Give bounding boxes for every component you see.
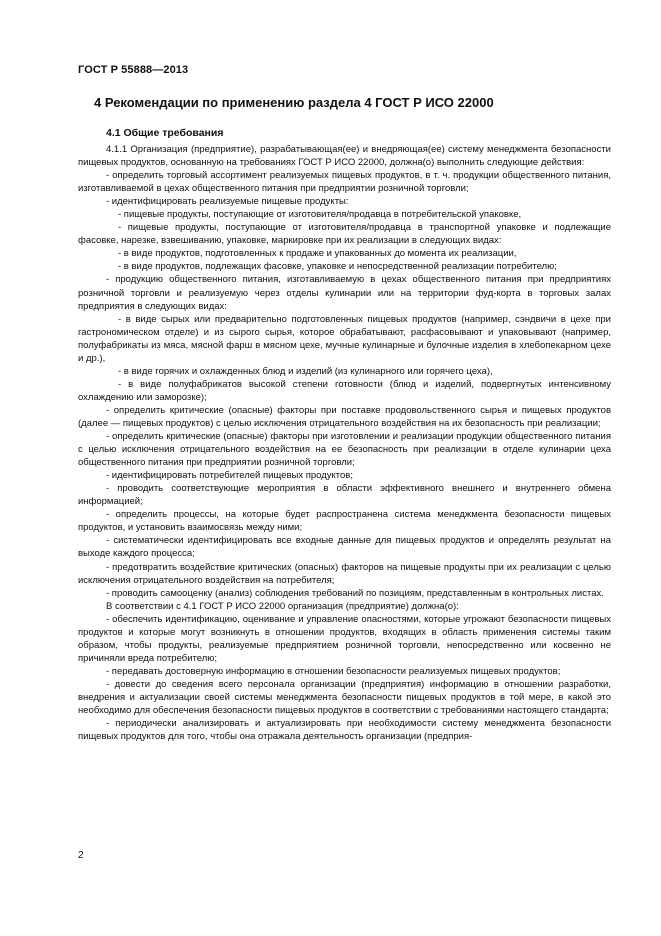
list-item: - довести до сведения всего персонала организации (предприятия) информацию в отношении разработки, внедрения и актуализации своей системы менеджмента безопасности пищевых продуктов в той мере, в какой это необходимо для обеспечения безопасности пищевых продуктов в соответствии с требованиями настоящего стандарта;: [78, 678, 611, 717]
list-item: - проводить соответствующие мероприятия в области эффективного внешнего и внутреннего обмена информацией;: [78, 483, 611, 508]
page-number: 2: [78, 850, 84, 861]
paragraph: В соответствии с 4.1 ГОСТ Р ИСО 22000 организация (предприятие) должна(о):: [106, 600, 459, 612]
sub-list-item: - в виде полуфабрикатов высокой степени готовности (блюд и изделий, подвергнутых интенсивному охлаждению или заморозке);: [78, 378, 611, 403]
sub-list-item: - в виде сырых или предварительно подготовленных пищевых продуктов (например, сэндвичи в цехе при гастрономическом отделе) и из сырого сырья, которое обрабатывают, расфасовывают и упаковывают (например, полуфабрикаты из мяса, мясной фарш в мясном цехе, мучные кулинарные и булочные изделия в хлебопекарном цехе и др.),: [78, 313, 611, 364]
list-item: - систематически идентифицировать все входные данные для пищевых продуктов и определять результат на выходе каждого процесса;: [78, 535, 611, 560]
subsection-title: 4.1 Общие требования: [106, 127, 224, 139]
list-item: - определить критические (опасные) факторы при изготовлении и реализации продукции общественного питания с целью исключения отрицательного воздействия на ее безопасность при реализации в отделе кулинарии цеха общественного питания при предприятии розничной торговли;: [78, 431, 611, 469]
section-title: 4 Рекомендации по применению раздела 4 ГОСТ Р ИСО 22000: [94, 95, 494, 110]
list-item: - определить процессы, на которые будет распространена система менеджмента безопасности пищевых продуктов, и установить взаимосвязь между ними;: [78, 509, 611, 534]
paragraph: 4.1.1 Организация (предприятие), разрабатывающая(ее) и внедряющая(ее) систему менеджмента безопасности пищевых продуктов, основанную на требованиях ГОСТ Р ИСО 22000, должна(о) выполнить следующие действия:: [78, 144, 611, 169]
sub-list-item: - в виде продуктов, подлежащих фасовке, упаковке и непосредственной реализации потребителю;: [118, 261, 557, 273]
sub-list-item: - в виде горячих и охлажденных блюд и изделий (из кулинарного или горячего цеха),: [118, 365, 493, 377]
sub-list-item: - пищевые продукты, поступающие от изготовителя/продавца в потребительской упаковке,: [118, 209, 522, 221]
sub-list-item: - пищевые продукты, поступающие от изготовителя/продавца в транспортной упаковке и подлежащие фасовке, нарезке, взвешиванию, упаковке, маркировке при их реализации в следующих видах:: [78, 222, 611, 247]
body-text: [78, 143, 611, 743]
list-item: - предотвратить воздействие критических (опасных) факторов на пищевые продукты при их реализации с целью исключения отрицательного воздействия на потребителя;: [78, 561, 611, 586]
list-item: - проводить самооценку (анализ) соблюдения требований по позициям, представленным в контрольных листах.: [106, 587, 604, 599]
list-item: - передавать достоверную информацию в отношении безопасности реализуемых пищевых продуктов;: [106, 665, 561, 677]
list-item: - идентифицировать реализуемые пищевые продукты:: [106, 196, 349, 208]
list-item: - определить торговый ассортимент реализуемых пищевых продуктов, в т. ч. продукции общественного питания, изготавливаемой в цехах общественного питания при предприятии розничной торговли;: [78, 170, 611, 195]
list-item: - продукцию общественного питания, изготавливаемую в цехах общественного питания при предприятиях розничной торговли и реализуемую через отделы кулинарии или на территории фуд-корта в торговых залах предприятия в следующих видах:: [78, 274, 611, 312]
document-header: ГОСТ Р 55888—2013: [78, 64, 189, 76]
list-item: - идентифицировать потребителей пищевых продуктов;: [106, 470, 353, 482]
list-item: - периодически анализировать и актуализировать при необходимости систему менеджмента безопасности пищевых продуктов для того, чтобы она отражала деятельность организации (предприя-: [78, 718, 611, 743]
sub-list-item: - в виде продуктов, подготовленных к продаже и упакованных до момента их реализации,: [118, 248, 517, 260]
list-item: - обеспечить идентификацию, оценивание и управление опасностями, которые угрожают безопасности пищевых продуктов и которые могут возникнуть в отношении продуктов, входящих в область применения системы таким образом, чтобы продукты, реализуемые предприятием розничной торговли, непосредственно или косвенно не причиняли вреда потребителю;: [78, 613, 611, 664]
list-item: - определить критические (опасные) факторы при поставке продовольственного сырья и пищевых продуктов (далее — пищевых продуктов) с целью исключения отрицательного воздействия на их безопасность при реализации;: [78, 404, 611, 429]
